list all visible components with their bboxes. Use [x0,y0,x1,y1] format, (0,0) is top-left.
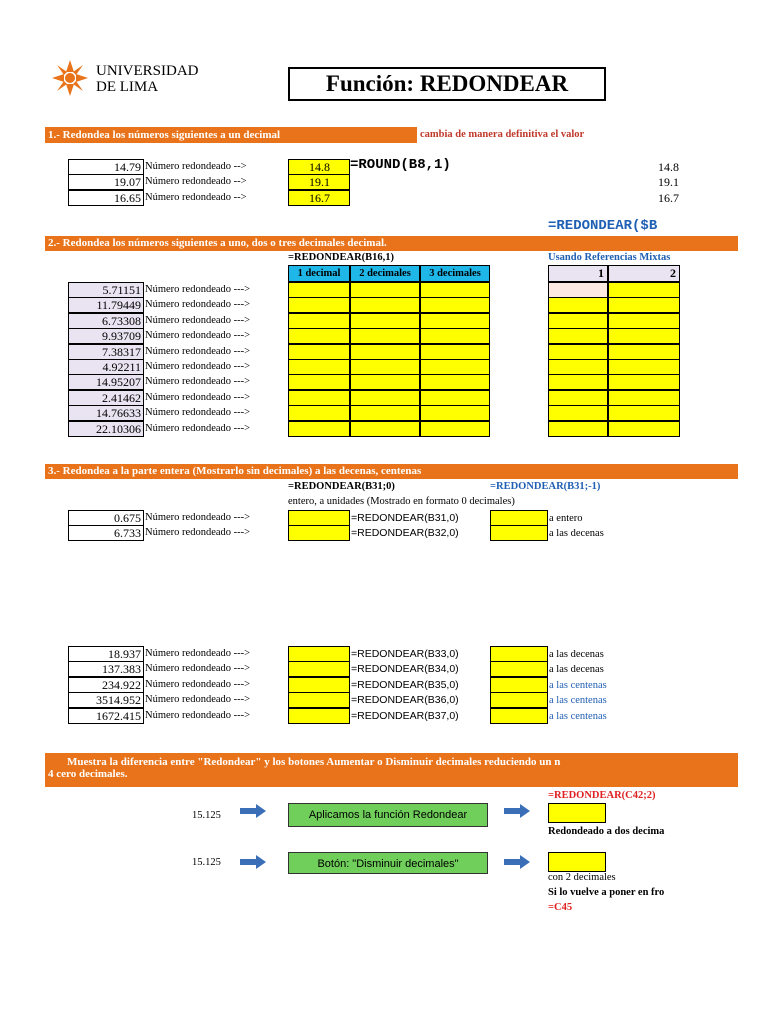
input-value-cell[interactable]: 14.76633 [68,405,144,421]
result-cell[interactable] [350,405,420,421]
mixed-result-cell[interactable] [608,297,680,313]
mixed-result-cell[interactable] [548,374,608,390]
right-result: 19.1 [658,175,679,189]
result-cell[interactable] [288,359,350,375]
result-cell[interactable]: 16.7 [288,190,350,206]
input-value-cell[interactable]: 4.92211 [68,359,144,375]
formula-text: =REDONDEAR(B35,0) [351,679,459,691]
result-cell[interactable] [288,374,350,390]
arrow-right-icon [240,855,266,869]
row-label: Número redondeado ---> [145,407,251,418]
result-cell[interactable] [420,421,490,437]
arrow-right-icon [504,855,530,869]
mixed-result-cell[interactable] [608,282,680,298]
row-label: Número redondeado --> [145,161,247,172]
row-label: Número redondeado ---> [145,376,251,387]
note-rounded-two-decimals: Redondeado a dos decima [548,826,665,837]
sun-logo-icon [52,60,88,96]
row-label: Número redondeado ---> [145,423,251,434]
mixed-result-cell[interactable] [608,390,680,406]
row-label: Número redondeado ---> [145,392,251,403]
result-cell[interactable] [350,374,420,390]
mixed-result-cell[interactable] [548,297,608,313]
result-cell[interactable] [350,328,420,344]
formula-text: =REDONDEAR(B33,0) [351,648,459,660]
result-cell-round[interactable] [548,803,606,823]
result-cell[interactable] [288,510,350,526]
formula-text: =REDONDEAR(B31,0) [351,512,459,524]
section-2-title: 2.- Redondea los números siguientes a uno, dos o tres decimales decimal. [48,237,387,249]
decrease-decimals-button[interactable]: Botón: "Disminuir decimales" [288,852,488,874]
mixed-result-cell[interactable] [548,344,608,360]
mixed-result-cell[interactable] [548,328,608,344]
note-put-back: Si lo vuelve a poner en fro [548,887,665,898]
result-cell[interactable] [288,646,350,662]
right-result: 14.8 [658,160,679,174]
row-label: Número redondeado ---> [145,361,251,372]
mixed-result-cell[interactable] [608,313,680,329]
result-cell[interactable] [420,390,490,406]
input-value-cell[interactable]: 22.10306 [68,421,144,437]
section-2-formula: =REDONDEAR(B16,1) [288,252,395,263]
result-cell[interactable] [420,282,490,298]
result-cell[interactable] [350,282,420,298]
section-3-subtitle: entero, a unidades (Mostrado en formato 0 decimales) [288,496,515,507]
result-cell[interactable] [288,708,350,724]
result-cell[interactable] [350,313,420,329]
result-cell[interactable] [288,405,350,421]
row-label: Número redondeado ---> [145,315,251,326]
result-cell[interactable] [490,692,548,708]
logo-line-1: UNIVERSIDAD [96,63,199,79]
section-3-banner [45,464,738,479]
result-cell[interactable]: 14.8 [288,159,350,175]
result-cell[interactable] [420,297,490,313]
note-text: a las centenas [549,711,607,722]
result-cell[interactable] [350,344,420,360]
result-cell[interactable] [288,328,350,344]
arrow-right-icon [240,804,266,818]
header-cell: 1 decimal [288,265,350,282]
formula-text: =REDONDEAR(B32,0) [351,527,459,539]
result-cell[interactable] [350,297,420,313]
mixed-result-cell[interactable] [608,374,680,390]
section-1-note: cambia de manera definitiva el valor [420,129,585,140]
result-cell[interactable] [420,328,490,344]
result-cell[interactable] [288,297,350,313]
input-value-cell[interactable]: 5.71151 [68,282,144,298]
mixed-result-cell[interactable] [548,313,608,329]
row-label: Número redondeado ---> [145,663,251,674]
note-two-decimals: con 2 decimales [548,872,616,883]
right-result: 16.7 [658,191,679,205]
result-cell[interactable] [288,692,350,708]
result-cell[interactable] [288,282,350,298]
result-cell[interactable] [288,661,350,677]
mixed-header-cell: 1 [548,265,608,282]
input-value-cell[interactable]: 9.93709 [68,328,144,344]
input-value-cell[interactable]: 137.383 [68,661,144,677]
formula-text: =REDONDEAR(B37,0) [351,710,459,722]
row-label: Número redondeado --> [145,176,247,187]
result-cell[interactable] [420,405,490,421]
input-value-cell[interactable]: 6.73308 [68,313,144,329]
mixed-result-cell[interactable] [608,405,680,421]
row-label: Número redondeado --> [145,192,247,203]
university-logo [52,58,212,102]
header-cell: 3 decimales [420,265,490,282]
input-value-cell[interactable]: 234.922 [68,677,144,693]
row-label: Número redondeado ---> [145,679,251,690]
section-4-banner [45,753,738,787]
mixed-result-cell[interactable] [548,421,608,437]
row-label: Número redondeado ---> [145,346,251,357]
mixed-result-cell[interactable] [548,282,608,298]
section-4-title-line-2: 4 cero decimales. [48,768,128,780]
mixed-result-cell[interactable] [608,421,680,437]
input-value-cell[interactable]: 14.79 [68,159,144,175]
result-cell[interactable] [420,374,490,390]
result-cell[interactable] [288,677,350,693]
result-cell[interactable] [350,359,420,375]
row-label: Número redondeado ---> [145,284,251,295]
result-cell[interactable] [420,313,490,329]
result-cell[interactable] [490,677,548,693]
mixed-result-cell[interactable] [608,359,680,375]
section-3-title: 3.- Redondea a la parte entera (Mostrarlo sin decimales) a las decenas, centenas [48,465,422,477]
section-1-banner [45,127,417,143]
formula-text: =REDONDEAR(B34,0) [351,663,459,675]
note-text: a las decenas [549,528,604,539]
result-cell[interactable] [350,390,420,406]
mixed-header-cell: 2 [608,265,680,282]
value-2: 15.125 [192,857,221,868]
row-label: Número redondeado ---> [145,648,251,659]
note-text: a las decenas [549,664,604,675]
arrow-right-icon [504,804,530,818]
input-value-cell[interactable]: 2.41462 [68,390,144,406]
section-1-title: 1.- Redondea los números siguientes a un decimal [48,129,281,141]
result-cell[interactable] [490,661,548,677]
input-value-cell[interactable]: 1672.415 [68,708,144,724]
mixed-references-title: Usando Referencias Mixtas [548,252,671,263]
section-1-formula: =ROUND(B8,1) [350,157,451,173]
result-cell[interactable] [490,708,548,724]
input-value-cell[interactable]: 3514.952 [68,692,144,708]
input-value-cell[interactable]: 18.937 [68,646,144,662]
result-cell[interactable] [288,344,350,360]
result-cell-decrease[interactable] [548,852,606,872]
section-2-banner [45,236,738,251]
row-label: Número redondeado ---> [145,299,251,310]
mixed-result-cell[interactable] [548,359,608,375]
note-text: a las centenas [549,695,607,706]
header-cell: 2 decimales [350,265,420,282]
section-4-formula: =REDONDEAR(C42;2) [548,790,656,801]
mixed-result-cell[interactable] [548,405,608,421]
input-value-cell[interactable]: 16.65 [68,190,144,206]
row-label: Número redondeado ---> [145,710,251,721]
mixed-reference-formula: =REDONDEAR($B [548,218,658,234]
mixed-result-cell[interactable] [608,328,680,344]
row-label: Número redondeado ---> [145,694,251,705]
result-cell[interactable] [350,421,420,437]
input-value-cell[interactable]: 14.95207 [68,374,144,390]
result-cell[interactable] [288,421,350,437]
section-4-title-line-1: Muestra la diferencia entre "Redondear" y los botones Aumentar o Disminuir decimales reduciendo un n [67,756,561,768]
result-cell[interactable] [420,344,490,360]
mixed-result-cell[interactable] [608,344,680,360]
result-cell[interactable] [490,646,548,662]
input-value-cell[interactable]: 11.79449 [68,297,144,313]
input-value-cell[interactable]: 19.07 [68,174,144,190]
result-cell[interactable]: 19.1 [288,174,350,190]
row-label: Número redondeado ---> [145,527,251,538]
mixed-result-cell[interactable] [548,390,608,406]
cell-reference: =C45 [548,902,573,913]
result-cell[interactable] [490,525,548,541]
apply-round-function-button[interactable]: Aplicamos la función Redondear [288,803,488,827]
logo-line-2: DE LIMA [96,79,159,95]
input-value-cell[interactable]: 7.38317 [68,344,144,360]
page-title: Función: REDONDEAR [288,67,606,101]
row-label: Número redondeado ---> [145,512,251,523]
result-cell[interactable] [288,390,350,406]
section-3-formula-a: =REDONDEAR(B31;0) [288,481,395,492]
row-label: Número redondeado ---> [145,330,251,341]
section-3-formula-b: =REDONDEAR(B31;-1) [490,481,601,492]
note-text: a las decenas [549,649,604,660]
result-cell[interactable] [490,510,548,526]
value-1: 15.125 [192,810,221,821]
formula-text: =REDONDEAR(B36,0) [351,694,459,706]
result-cell[interactable] [420,359,490,375]
input-value-cell[interactable]: 6.733 [68,525,144,541]
input-value-cell[interactable]: 0.675 [68,510,144,526]
note-text: a las centenas [549,680,607,691]
note-text: a entero [549,513,583,524]
result-cell[interactable] [288,525,350,541]
result-cell[interactable] [288,313,350,329]
